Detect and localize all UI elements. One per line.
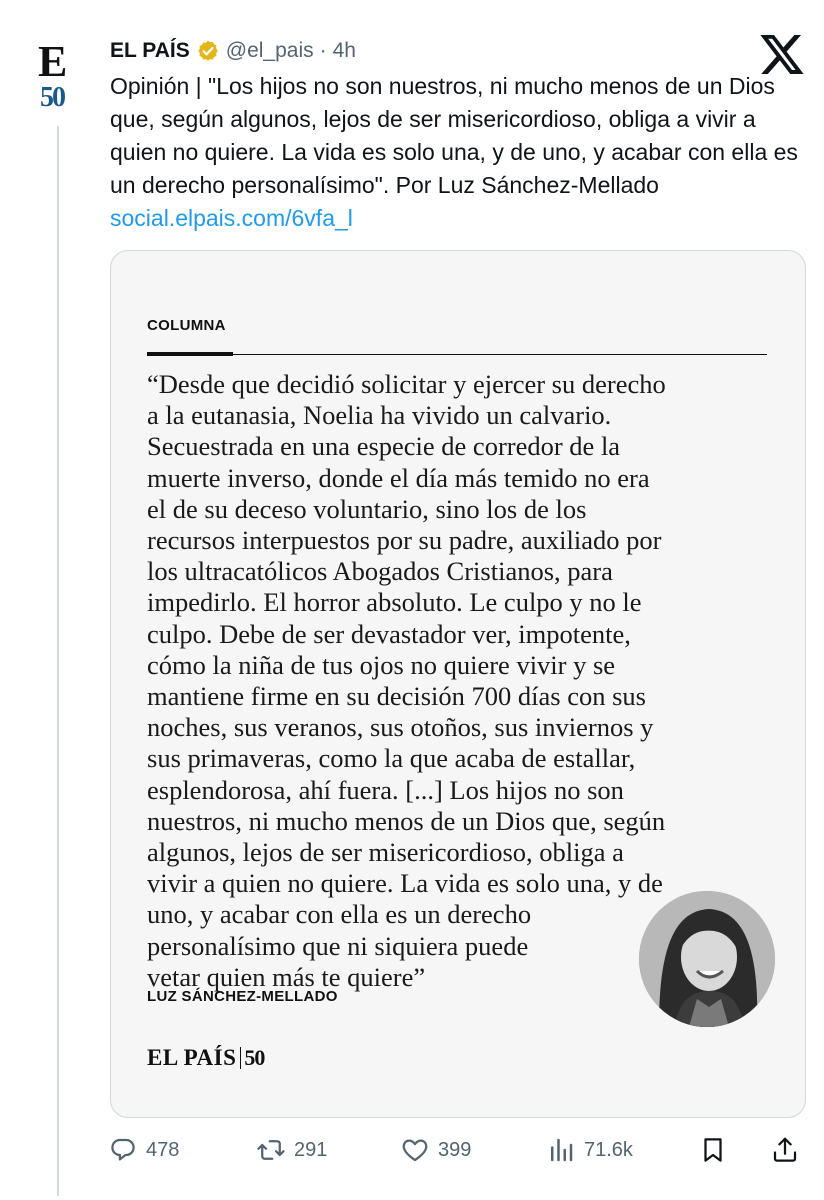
views-count: 71.6k [584,1138,633,1161]
brand-name: EL PAÍS [147,1045,237,1070]
account-handle[interactable]: @el_pais [225,39,314,62]
tweet-time[interactable]: 4h [332,39,356,62]
reply-button[interactable] [108,1130,179,1170]
like-icon [400,1135,430,1165]
column-card-image[interactable] [110,250,806,1118]
column-label: COLUMNA [147,317,226,334]
views-icon [546,1135,576,1165]
like-count: 399 [438,1138,472,1161]
share-button[interactable] [770,1130,808,1170]
header-separator: · [319,39,327,62]
bookmark-icon [698,1135,728,1165]
account-name[interactable]: EL PAÍS [110,39,190,62]
share-icon [770,1135,800,1165]
author-portrait [639,891,775,1027]
verified-badge-icon [196,39,220,63]
avatar-letter: E [38,37,68,86]
tweet-body: Opinión | "Los hijos no son nuestros, ni mucho menos de un Dios que, según algunos, lejos de ser misericordioso, obliga a vivir a quien no quiere. La vida es solo una, y de uno, y acabar con ella es un derecho personalísimo". Por Luz Sánchez-Mellado [110,73,798,198]
brand-separator [240,1047,241,1069]
column-quote: “Desde que decidió solicitar y ejercer su derecho a la eutanasia, Noelia ha vivido un calvario. Secuestrada en una especie de corredor de la muerte inverso, donde el día más temido no era el de su deceso voluntario, sino los de los recursos interpuestos por su padre, auxiliado por los ultracatólicos Abogados Cristianos, para impedirlo. El horror absoluto. Le culpo y no le culpo. Debe de ser devastador ver, impotente, cómo la niña de tus ojos no quiere vivir y se mantiene firme en su decisión 700 días con sus noches, sus veranos, sus otoños, sus inviernos y sus primaveras, como la que acaba de estallar, esplendorosa, ahí fuera. [...] Los hijos no son nuestros, ni mucho menos de un Dios que, según algunos, lejos de ser misericordioso, obliga a vivir a quien no quiere. La vida es solo una, y de uno, y acabar con ella es un derecho personalísimo que ni siquiera puede vetar quien más te quiere” [147,369,666,992]
repost-icon [256,1135,286,1165]
account-avatar[interactable] [34,37,82,116]
tweet-link[interactable]: social.elpais.com/6vfa_l [110,205,353,231]
reply-icon [108,1135,138,1165]
bookmark-button[interactable] [698,1130,736,1170]
reply-count: 478 [146,1138,180,1161]
tweet-actions [108,1130,808,1170]
tweet-header [110,38,356,64]
card-divider-accent [147,352,233,356]
brand-logo [147,1046,264,1070]
repost-button[interactable] [256,1130,327,1170]
brand-number: 50 [244,1045,265,1070]
views-button[interactable] [546,1130,633,1170]
column-author: LUZ SÁNCHEZ-MELLADO [147,988,338,1005]
card-divider [147,354,767,355]
author-portrait-drawing [639,891,775,1027]
avatar-number: 50 [40,82,64,113]
tweet-text [110,70,810,235]
repost-count: 291 [294,1138,328,1161]
thread-line [57,126,59,1196]
like-button[interactable] [400,1130,471,1170]
